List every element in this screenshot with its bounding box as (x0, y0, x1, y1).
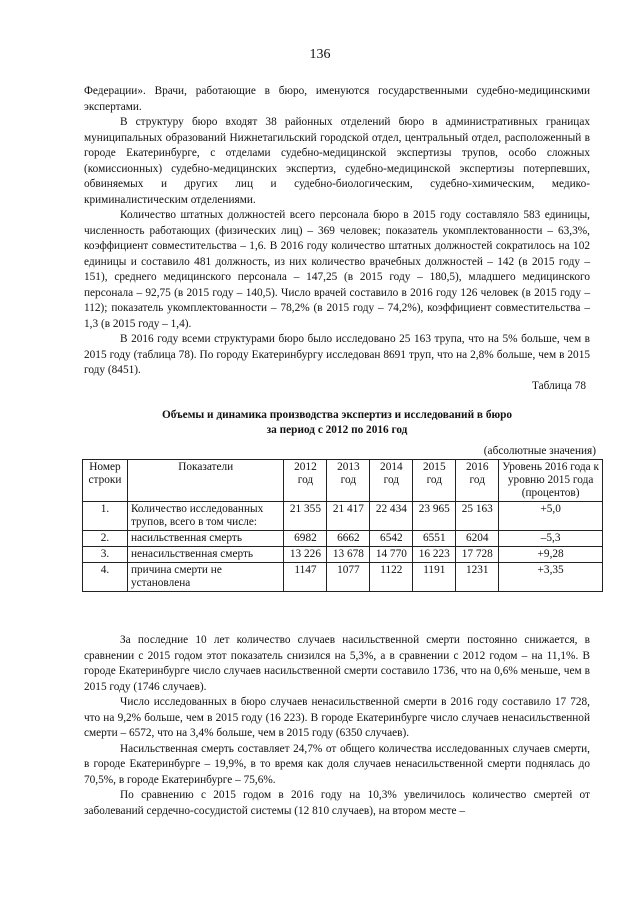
paragraph: Количество штатных должностей всего персонала бюро в 2015 году составляло 583 единицы, численность работающих (физических лиц) – 369 человек; показатель укомплектованности – 63,3%, коэффициент совместительства – 1,6. В 2016 году количество штатных должностей сократилось на 102 единицы и составило 481 должность, из них количество врачебных должностей – 142 (в 2015 году – 151), среднего медицинского персонала – 147,25 (в 2015 году – 180,5), младшего медицинского персонала – 92,75 (в 2015 году – 140,5). Число врачей составило в 2016 году 126 человек (в 2015 году – 112); показатель укомплектованности – 78,2% (в 2015 году – 74,2%), коэффициент совместительства – 1,3 (в 2015 году – 1,4). (84, 209, 590, 330)
header-level: Уровень 2016 года к уровню 2015 года (процентов) (499, 460, 603, 502)
cell-2012: 6982 (284, 531, 327, 547)
row-indicator: насильственная смерть (127, 531, 284, 547)
header-2016: 2016 год (456, 460, 499, 502)
cell-level: +3,35 (499, 563, 603, 592)
header-row-number: Номер строки (83, 460, 128, 502)
table-label: Таблица 78 (532, 380, 586, 392)
table-unit: (абсолютные значения) (483, 445, 596, 457)
table-row (83, 502, 603, 531)
cell-2013: 21 417 (327, 502, 370, 531)
top-text-block (84, 84, 590, 379)
row-indicator: Количество исследованных трупов, всего в том числе: (127, 502, 284, 531)
cell-2016: 6204 (456, 531, 499, 547)
table-row (83, 531, 603, 547)
row-indicator: причина смерти не установлена (127, 563, 284, 592)
cell-2012: 21 355 (284, 502, 327, 531)
cell-2016: 17 728 (456, 547, 499, 563)
table-header-row (83, 460, 603, 502)
cell-level: +5,0 (499, 502, 603, 531)
row-number: 2. (83, 531, 128, 547)
cell-2015: 6551 (413, 531, 456, 547)
header-2015: 2015 год (413, 460, 456, 502)
row-indicator: ненасильственная смерть (127, 547, 284, 563)
cell-level: –5,3 (499, 531, 603, 547)
paragraph: В 2016 году всеми структурами бюро было исследовано 25 163 трупа, что на 5% больше, чем в 2015 году (таблица 78). По городу Екатеринбургу исследован 8691 труп, что на 2,8% больше, чем в 2015 году (8451). (84, 333, 590, 376)
paragraph: Число исследованных в бюро случаев ненасильственной смерти в 2016 году составило 17 728, что на 9,2% больше, чем в 2015 году (16 223). В городе Екатеринбурге число случаев ненасильственной смерти – 6572, что на 3,4% больше, чем в 2015 году (6350 случаев). (84, 696, 590, 739)
paragraph: За последние 10 лет количество случаев насильственной смерти постоянно снижается, в сравнении с 2015 годом этот показатель снизился на 5,3%, а в сравнении с 2012 годом – на 11,1%. В городе Екатеринбурге число случаев насильственной смерти составило 1736, что на 0,6% меньше, чем в 2015 году (1746 случаев). (84, 634, 590, 693)
cell-2016: 1231 (456, 563, 499, 592)
page-number: 136 (309, 47, 331, 62)
cell-2012: 1147 (284, 563, 327, 592)
cell-2012: 13 226 (284, 547, 327, 563)
table-title-line: Объемы и динамика производства экспертиз и исследований в бюро (161, 409, 513, 421)
row-number: 3. (83, 547, 128, 563)
row-number: 1. (83, 502, 128, 531)
paragraph: В структуру бюро входят 38 районных отделений бюро в административных границах муниципальных образований Нижнетагильский городской отдел, центральный отдел, расположенный в городе Екатеринбурге, с отделами судебно-медицинской экспертизы трупов, особо сложных (комиссионных) судебно-медицинских экспертиз, судебно-медицинской экспертизы потерпевших, обвиняемых и других лиц и судебно-биологическим, судебно-химическим, медико-криминалистическим отделениями. (84, 116, 590, 206)
cell-2015: 23 965 (413, 502, 456, 531)
cell-2014: 6542 (370, 531, 413, 547)
data-table (82, 459, 603, 592)
header-2013: 2013 год (327, 460, 370, 502)
header-2014: 2014 год (370, 460, 413, 502)
paragraph: Насильственная смерть составляет 24,7% от общего количества исследованных случаев смерти, в городе Екатеринбурге – 19,9%, в то время как доля случаев ненасильственной смерти поднялась до 70,5%, в городе Екатеринбурге – 75,6%. (84, 742, 590, 786)
header-2012: 2012 год (284, 460, 327, 502)
cell-2015: 16 223 (413, 547, 456, 563)
table-title (84, 408, 590, 438)
table-title-line: за период с 2012 по 2016 год (266, 424, 408, 436)
cell-2013: 6662 (327, 531, 370, 547)
cell-2014: 22 434 (370, 502, 413, 531)
cell-2013: 13 678 (327, 547, 370, 563)
bottom-text-block (84, 633, 590, 819)
cell-2016: 25 163 (456, 502, 499, 531)
row-number: 4. (83, 563, 128, 592)
paragraph: По сравнению с 2015 годом в 2016 году на 10,3% увеличилось количество смертей от заболеваний сердечно-сосудистой системы (12 810 случаев), на втором месте – (84, 789, 590, 817)
cell-2013: 1077 (327, 563, 370, 592)
header-indicator: Показатели (127, 460, 284, 502)
cell-2014: 1122 (370, 563, 413, 592)
table-row (83, 547, 603, 563)
table-row (83, 563, 603, 592)
cell-level: +9,28 (499, 547, 603, 563)
cell-2015: 1191 (413, 563, 456, 592)
paragraph: Федерации». Врачи, работающие в бюро, именуются государственными судебно-медицинскими экспертами. (84, 85, 590, 113)
cell-2014: 14 770 (370, 547, 413, 563)
